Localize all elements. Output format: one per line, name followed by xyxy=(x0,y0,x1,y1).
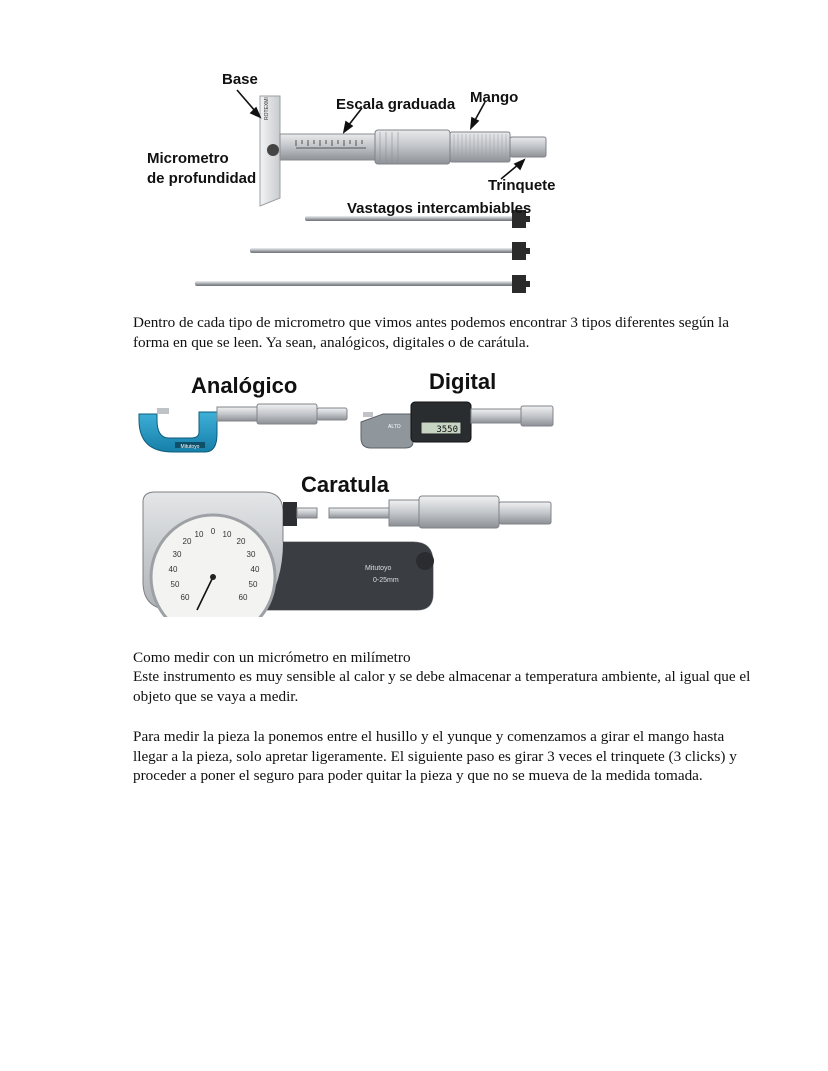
paragraph-procedure xyxy=(133,727,753,786)
label-digital: Digital xyxy=(429,369,497,394)
dial-num-1: 20 xyxy=(182,537,192,546)
ratchet xyxy=(510,137,546,157)
dial-num-11: 40 xyxy=(250,565,260,574)
digital-micrometer xyxy=(361,402,553,448)
dial-micrometer xyxy=(143,492,551,617)
depth-micrometer-figure xyxy=(140,60,560,305)
label-depth-line1: Micrometro xyxy=(147,150,229,167)
digital-frame xyxy=(361,414,413,448)
dial-num-13: 60 xyxy=(238,593,248,602)
base-screw xyxy=(267,144,279,156)
paragraph-micrometer-types xyxy=(133,313,753,352)
dial-range: 0-25mm xyxy=(373,577,399,584)
label-base: Base xyxy=(222,71,258,88)
label-rods: Vastagos intercambiables xyxy=(347,200,532,217)
dial-num-6: 30 xyxy=(172,550,182,559)
label-analog: Analógico xyxy=(191,373,298,398)
dial-num-3: 0 xyxy=(210,527,216,536)
dial-num-12: 50 xyxy=(248,580,258,589)
dial-num-7: 40 xyxy=(168,565,178,574)
label-ratchet: Trinquete xyxy=(488,177,556,194)
rod-long xyxy=(195,281,515,286)
label-scale: Escala graduada xyxy=(336,96,456,113)
dial-brand: Mitutoyo xyxy=(365,565,392,572)
paragraph-3-text: Para medir la pieza la ponemos entre el husillo y el yunque y comenzamos a girar el mango hasta llegar a la pieza, solo apretar ligeramente. El siguiente paso es girar 3 veces el trinquete (3 clicks) y proceder a poner el seguro para poder quitar la pieza y que no se mueva de la medida tomada. xyxy=(133,728,737,784)
label-depth-line2: de profundidad xyxy=(147,170,257,187)
label-dial: Caratula xyxy=(301,472,390,497)
sleeve xyxy=(280,134,375,160)
paragraph-2-text: Este instrumento es muy sensible al calor y se debe almacenar a temperatura ambiente, al igual que el objeto que se vaya a medir. xyxy=(133,668,751,705)
handle-knurl xyxy=(450,132,510,162)
paragraph-1-text: Dentro de cada tipo de micrometro que vimos antes podemos encontrar 3 tipos diferentes según la forma en que se leen. Ya sean, analógicos, digitales o de carátula. xyxy=(133,314,729,351)
micrometer-types-figure xyxy=(133,362,573,617)
section-title-text: Como medir con un micrómetro en milímetro xyxy=(133,649,411,666)
section-title xyxy=(133,648,753,668)
rod-medium xyxy=(250,248,515,253)
dial-num-10: 30 xyxy=(246,550,256,559)
dial-num-4: 10 xyxy=(222,530,232,539)
analog-brand: Mitutoyo xyxy=(180,444,200,450)
dial-num-9: 60 xyxy=(180,593,190,602)
dial-num-2: 10 xyxy=(194,530,204,539)
dial-num-8: 50 xyxy=(170,580,180,589)
interchangeable-rods xyxy=(195,210,530,293)
label-handle: Mango xyxy=(470,89,519,106)
digital-brand: ALTO xyxy=(388,424,401,430)
paragraph-storage xyxy=(133,667,753,706)
digital-display-value: 3550 xyxy=(436,425,458,435)
analog-micrometer xyxy=(139,404,347,452)
dial-dark-body xyxy=(263,542,433,610)
dial-num-5: 20 xyxy=(236,537,246,546)
base-plate-text: ROTEXMI xyxy=(264,97,270,120)
